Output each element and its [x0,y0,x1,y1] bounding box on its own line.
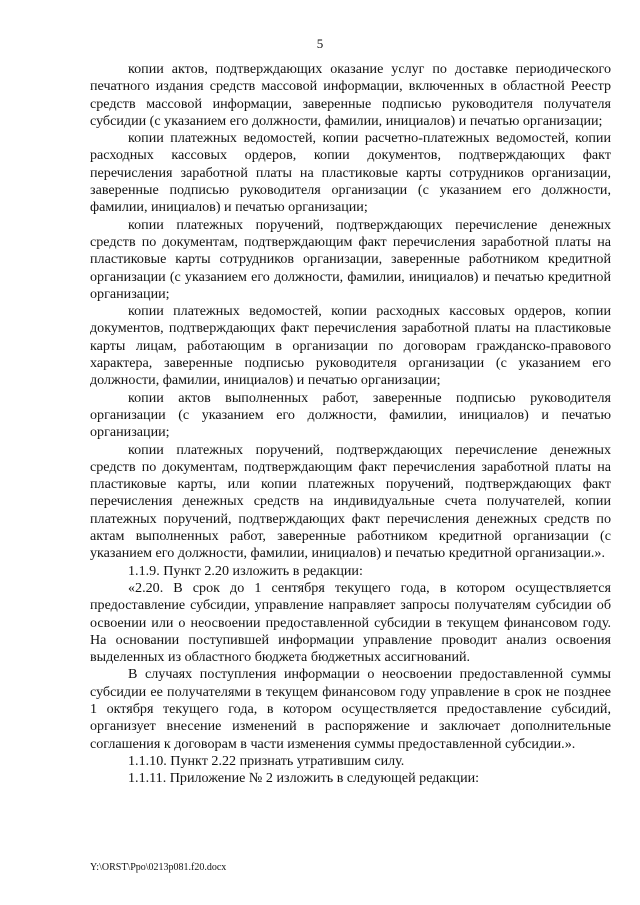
footer-file-path: Y:\ORST\Ppo\0213p081.f20.docx [90,862,227,873]
page-number: 5 [316,36,324,51]
paragraph-clause-2-20-cont: В случаях поступления информации о неосвоении предоставленной суммы субсидии ее получателями в текущем финансовом году управление в срок не позднее 1 октября текущего года, в котором осуществляется предоставление субсидий, организует внесение изменений в распоряжение и заключает дополнительные соглашения к договорам в части изменения суммы предоставленной субсидии.». [90,666,611,752]
paragraph-item-1-1-9: 1.1.9. Пункт 2.20 изложить в редакции: [128,562,363,579]
paragraph-payment-orders-staff: копии платежных поручений, подтверждающих перечисление денежных средств по документам, подтверждающим факт перечисления заработной платы на пластиковые карты сотрудников организации, заверенные работником кредитной организации (с указанием его должности, фамилии, инициалов) и печатью кредитной организации; [90,216,611,302]
paragraph-clause-2-20: «2.20. В срок до 1 сентября текущего года, в котором осуществляется предоставление субсидии, управление направляет запросы получателям субсидии об освоении или о неосвоении предоставленной субсидии в текущем финансовом году. На основании поступившей информации управление проводит анализ освоения выделенных из областного бюджета бюджетных ассигнований. [90,579,611,666]
paragraph-item-1-1-10: 1.1.10. Пункт 2.22 признать утратившим силу. [128,752,405,769]
paragraph-item-1-1-11: 1.1.11. Приложение № 2 изложить в следующей редакции: [128,770,480,787]
paragraph-payment-acts: копии актов, подтверждающих оказание услуг по доставке периодического печатного издания средств массовой информации, включенных в областной Реестр средств массовой информации, заверенные подписью руководителя получателя субсидии (с указанием его должности, фамилии, инициалов) и печатью организации; [90,61,611,129]
paragraph-payroll-statements: копии платежных ведомостей, копии расчетно-платежных ведомостей, копии расходных кассовых ордеров, копии документов, подтверждающих факт перечисления заработной платы на пластиковые карты сотрудников организации, заверенные подписью руководителя организации (с указанием его должности, фамилии, инициалов) и печатью организации; [90,130,611,216]
paragraph-payroll-contractors: копии платежных ведомостей, копии расходных кассовых ордеров, копии документов, подтверждающих факт перечисления заработной платы на пластиковые карты лицам, работающим в организации по договорам гражданско-правового характера, заверенные подписью руководителя организации (с указанием его должности, фамилии, инициалов) и печатью организации; [90,303,611,389]
paragraph-work-acts: копии актов выполненных работ, заверенные подписью руководителя организации (с указанием его должности, фамилии, инициалов) и печатью организации; [90,389,611,441]
paragraph-payment-orders-individual: копии платежных поручений, подтверждающих перечисление денежных средств по документам, подтверждающим факт перечисления заработной платы на пластиковые карты, или копии платежных поручений, подтверждающих факт перечисления денежных средств на индивидуальные счета получателей, копии платежных поручений, подтверждающих факт перечисления денежных средств по актам выполненных работ, заверенные работником кредитной организации (с указанием его должности, фамилии, инициалов) и печатью кредитной организации.». [90,441,611,562]
document-body [90,61,611,787]
